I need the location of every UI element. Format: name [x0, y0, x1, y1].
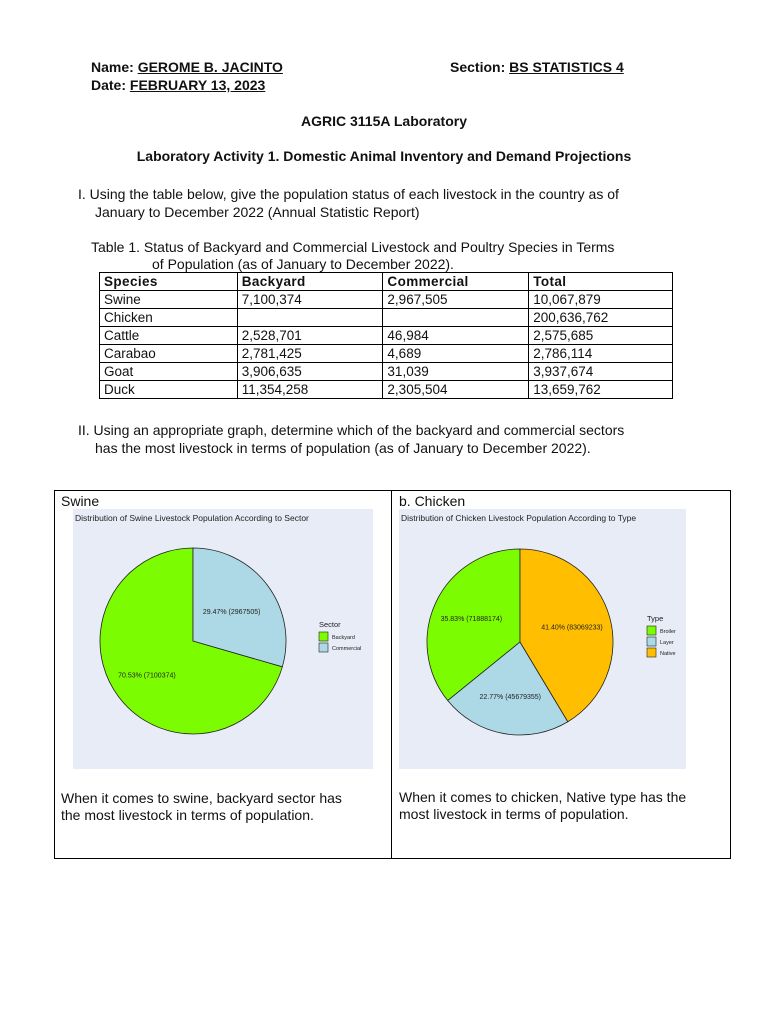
legend-label: Backyard — [332, 635, 355, 641]
date-label: Date: — [91, 77, 127, 93]
table-cell: 2,967,505 — [383, 291, 529, 309]
right-conclusion-line2: most livestock in terms of population. — [399, 806, 629, 822]
legend-label: Broiler — [660, 629, 676, 635]
col-header: Commercial — [383, 273, 529, 291]
table-cell: 3,937,674 — [529, 363, 673, 381]
name-value: GEROME B. JACINTO — [137, 59, 283, 75]
slice-label: 41.40% (83069233) — [541, 624, 603, 632]
table-cell: 7,100,374 — [237, 291, 383, 309]
table-cell: 31,039 — [383, 363, 529, 381]
right-conclusion-line1: When it comes to chicken, Native type has the — [399, 789, 687, 805]
table-cell: 2,781,425 — [237, 345, 383, 363]
section-value: BS STATISTICS 4 — [509, 59, 624, 75]
table-caption-line2: of Population (as of January to December 2022). — [152, 256, 454, 272]
table-row — [100, 381, 673, 399]
table-cell: 46,984 — [383, 327, 529, 345]
legend-title: Sector — [319, 620, 341, 629]
table-cell: Chicken — [100, 309, 238, 327]
legend-title: Type — [647, 614, 664, 623]
chicken-pie-chart — [399, 509, 686, 769]
section-line — [450, 59, 624, 75]
col-header: Total — [529, 273, 673, 291]
table-cell: 2,575,685 — [529, 327, 673, 345]
table-cell: 11,354,258 — [237, 381, 383, 399]
table-row — [100, 309, 673, 327]
legend-swatch — [319, 643, 328, 652]
part1-line1: I. Using the table below, give the population status of each livestock in the country as of — [78, 186, 619, 202]
legend-swatch — [647, 648, 656, 657]
legend-swatch — [319, 632, 328, 641]
chart-title: Distribution of Chicken Livestock Population According to Type — [401, 513, 637, 523]
table-cell: 3,906,635 — [237, 363, 383, 381]
table-cell: 13,659,762 — [529, 381, 673, 399]
table-cell: 2,305,504 — [383, 381, 529, 399]
table-cell: Duck — [100, 381, 238, 399]
slice-label: 29.47% (2967505) — [202, 608, 261, 616]
col-header: Backyard — [237, 273, 383, 291]
left-panel-title: Swine — [61, 493, 100, 509]
table-row — [100, 363, 673, 381]
table-header-row — [100, 273, 673, 291]
legend-label: Layer — [660, 640, 674, 646]
swine-pie-chart — [73, 509, 373, 769]
name-line — [91, 59, 283, 75]
table-cell: 2,528,701 — [237, 327, 383, 345]
right-panel-title: b. Chicken — [399, 493, 466, 509]
slice-label: 70.53% (7100374) — [118, 672, 176, 680]
table-row — [100, 291, 673, 309]
legend-label: Native — [660, 651, 676, 657]
name-label: Name: — [91, 59, 134, 75]
part2-line2: has the most livestock in terms of population (as of January to December 2022). — [95, 440, 591, 456]
legend-swatch — [647, 626, 656, 635]
course-title: AGRIC 3115A Laboratory — [301, 113, 467, 129]
activity-title: Laboratory Activity 1. Domestic Animal Inventory and Demand Projections — [136, 148, 632, 164]
table-cell: Cattle — [100, 327, 238, 345]
table-row — [100, 327, 673, 345]
table-cell: Swine — [100, 291, 238, 309]
left-conclusion-line2: the most livestock in terms of population. — [61, 807, 314, 823]
panel-divider — [391, 490, 392, 859]
chart-title: Distribution of Swine Livestock Population According to Sector — [75, 513, 309, 523]
table-cell: 10,067,879 — [529, 291, 673, 309]
table-cell: Goat — [100, 363, 238, 381]
table-cell: 200,636,762 — [529, 309, 673, 327]
table-cell: 4,689 — [383, 345, 529, 363]
legend-swatch — [647, 637, 656, 646]
col-header: Species — [100, 273, 238, 291]
slice-label: 22.77% (45679355) — [479, 693, 542, 701]
table-cell — [383, 309, 529, 327]
part1-line2: January to December 2022 (Annual Statistic Report) — [95, 204, 420, 220]
date-line — [91, 77, 265, 93]
table-caption-line1: Table 1. Status of Backyard and Commercial Livestock and Poultry Species in Terms — [91, 239, 615, 255]
section-label: Section: — [450, 59, 506, 75]
table-cell: Carabao — [100, 345, 238, 363]
left-conclusion-line1: When it comes to swine, backyard sector has — [61, 790, 342, 806]
table-row — [100, 345, 673, 363]
part2-line1: II. Using an appropriate graph, determine which of the backyard and commercial sectors — [78, 422, 625, 438]
table-cell — [237, 309, 383, 327]
table-cell: 2,786,114 — [529, 345, 673, 363]
slice-label: 35.83% (71888174) — [440, 615, 503, 623]
inventory-table — [99, 272, 673, 399]
legend-label: Commercial — [332, 646, 362, 652]
date-value: FEBRUARY 13, 2023 — [129, 77, 266, 93]
